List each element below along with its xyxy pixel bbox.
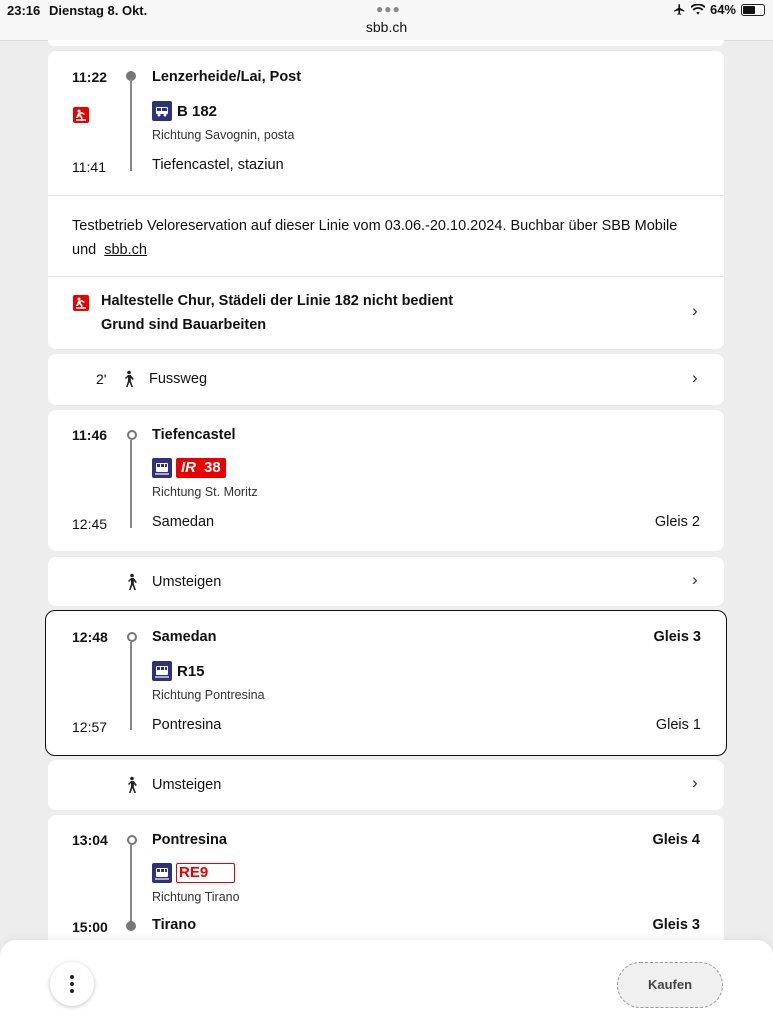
line-number: R15	[177, 663, 205, 680]
battery-icon	[741, 4, 765, 16]
route-line	[130, 845, 132, 923]
train-icon	[152, 458, 172, 478]
arrival-platform: Gleis 3	[652, 917, 700, 933]
disruption-text	[101, 289, 453, 337]
chevron-right-icon: ›	[692, 368, 698, 387]
chevron-right-icon: ›	[692, 301, 698, 320]
direction: Richtung Tirano	[152, 890, 240, 904]
walking-person-icon	[125, 776, 139, 794]
dot	[70, 975, 74, 979]
info-message: Testbetrieb Veloreservation auf dieser Linie vom 03.06.-20.10.2024. Buchbar über SBB Mobile und	[72, 218, 678, 258]
more-options-button[interactable]	[50, 962, 94, 1006]
departure-dot	[127, 430, 137, 440]
train-icon	[152, 661, 172, 681]
arrival-dot	[126, 921, 136, 931]
line-number: 38	[204, 459, 221, 476]
line-number: RE9	[179, 864, 209, 881]
arrival-time: 12:45	[72, 516, 108, 532]
wifi-icon	[691, 4, 705, 16]
construction-warning-icon	[73, 107, 89, 123]
route-line	[130, 440, 132, 528]
arrival-station: Pontresina	[152, 717, 222, 733]
walking-person-icon	[122, 370, 136, 388]
walking-person-icon	[125, 573, 139, 591]
disruption-row[interactable]	[48, 277, 724, 349]
walk-row[interactable]	[48, 354, 724, 405]
departure-dot	[127, 632, 137, 642]
divider	[48, 195, 724, 196]
arrival-station: Tirano	[152, 917, 197, 933]
more-dots-icon[interactable]: ●●●	[376, 2, 401, 16]
direction: Richtung St. Moritz	[152, 485, 258, 499]
direction: Richtung Pontresina	[152, 688, 265, 702]
departure-station: Lenzerheide/Lai, Post	[152, 69, 302, 85]
sbb-link[interactable]: sbb.ch	[104, 242, 147, 258]
departure-platform: Gleis 4	[652, 832, 700, 848]
transfer-row[interactable]	[48, 760, 724, 810]
arrival-station: Tiefencastel, staziun	[152, 157, 284, 173]
disruption-title: Haltestelle Chur, Städeli der Linie 182 nicht bedient	[101, 293, 454, 309]
line-badge-re	[176, 863, 235, 883]
previous-card-edge	[48, 40, 724, 46]
url-label[interactable]: sbb.ch	[365, 19, 408, 35]
route-line	[130, 642, 132, 730]
leg-card-bus[interactable]	[48, 51, 724, 349]
battery-percent: 64%	[709, 2, 736, 17]
dot	[70, 989, 74, 993]
transfer-label: Umsteigen	[152, 574, 222, 590]
buy-button[interactable]: Kaufen	[617, 962, 723, 1008]
info-text	[72, 214, 702, 262]
disruption-reason: Grund sind Bauarbeiten	[101, 317, 267, 333]
walk-label: Fussweg	[149, 371, 208, 387]
transfer-label: Umsteigen	[152, 777, 222, 793]
direction: Richtung Savognin, posta	[152, 128, 295, 142]
bus-icon	[152, 101, 172, 121]
airplane-icon	[673, 3, 686, 16]
dot	[70, 982, 74, 986]
departure-time: 13:04	[72, 832, 108, 848]
arrival-time: 12:57	[72, 719, 108, 735]
browser-status-bar	[0, 0, 773, 41]
leg-card-re9[interactable]	[48, 815, 724, 950]
route-line	[130, 79, 132, 171]
chevron-right-icon: ›	[692, 570, 698, 589]
chevron-right-icon: ›	[692, 773, 698, 792]
construction-warning-icon	[73, 295, 89, 311]
arrival-time: 11:41	[72, 159, 106, 175]
departure-time: 12:48	[72, 629, 108, 645]
departure-time: 11:22	[72, 69, 108, 85]
departure-station: Tiefencastel	[152, 427, 236, 443]
departure-station: Pontresina	[152, 832, 227, 848]
date: Dienstag 8. Okt.	[49, 3, 148, 18]
line-number: B 182	[177, 103, 218, 120]
departure-time: 11:46	[72, 427, 108, 443]
leg-card-ir38[interactable]	[48, 410, 724, 551]
departure-station: Samedan	[152, 629, 217, 645]
status-icons	[673, 2, 765, 17]
line-badge-ir	[176, 458, 226, 478]
walk-duration: 2'	[96, 371, 107, 387]
transfer-row[interactable]	[48, 557, 724, 606]
arrival-station: Samedan	[152, 514, 215, 530]
arrival-platform: Gleis 1	[655, 717, 701, 733]
clock: 23:16	[7, 3, 41, 18]
arrival-platform: Gleis 2	[654, 514, 700, 530]
arrival-time: 15:00	[72, 919, 108, 935]
leg-card-r15-selected[interactable]	[45, 610, 727, 756]
train-icon	[152, 863, 172, 883]
departure-dot	[127, 835, 137, 845]
line-prefix: IR	[181, 459, 196, 476]
bottom-action-bar	[0, 940, 773, 1030]
departure-platform: Gleis 3	[653, 629, 701, 645]
